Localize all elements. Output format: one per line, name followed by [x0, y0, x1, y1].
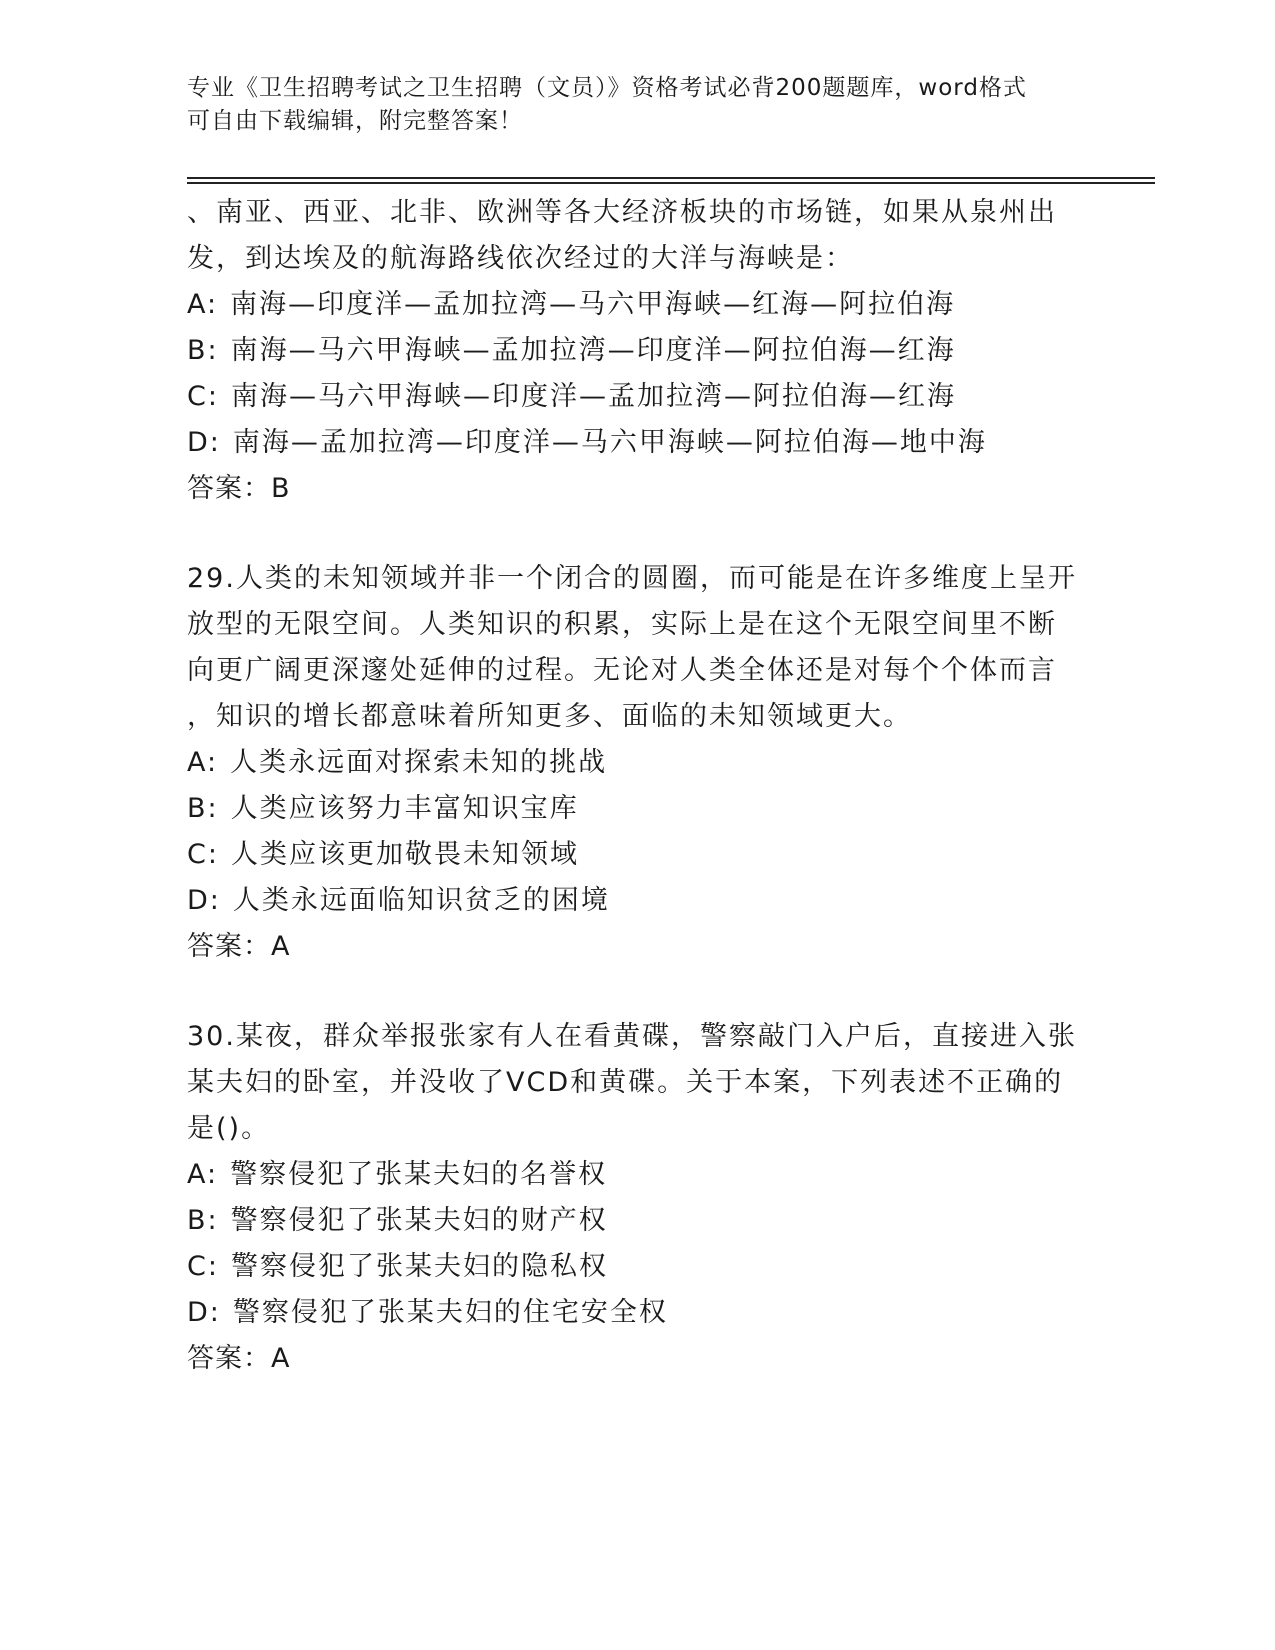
question-text-line: 是()。: [187, 1113, 271, 1144]
document-header: [187, 72, 1087, 138]
option-label: C:: [187, 839, 219, 870]
option-d: [187, 878, 1087, 924]
question-30: [187, 1014, 1087, 1382]
question-text-line: ，知识的增长都意味着所知更多、面临的未知领域更大。: [187, 701, 912, 732]
header-title-line-2: 可自由下载编辑，附完整答案！: [187, 108, 523, 134]
option-text: 人类应该努力丰富知识宝库: [230, 793, 579, 824]
option-c: [187, 374, 1087, 420]
question-text-line: 30.某夜，群众举报张家有人在看黄碟，警察敲门入户后，直接进入张: [187, 1021, 1077, 1052]
option-text: 南海—马六甲海峡—印度洋—孟加拉湾—阿拉伯海—红海: [230, 381, 956, 412]
option-a: [187, 1152, 1087, 1198]
option-label: B:: [187, 793, 219, 824]
option-b: [187, 328, 1087, 374]
option-a: [187, 282, 1087, 328]
option-label: C:: [187, 381, 219, 412]
question-spacer: [187, 970, 1087, 1014]
question-spacer: [187, 512, 1087, 556]
option-text: 警察侵犯了张某夫妇的住宅安全权: [232, 1297, 668, 1328]
option-label: C:: [187, 1251, 219, 1282]
question-text-line: 发，到达埃及的航海路线依次经过的大洋与海峡是：: [187, 243, 854, 274]
answer-line: 答案：A: [187, 931, 291, 962]
question-text-line: 某夫妇的卧室，并没收了VCD和黄碟。关于本案，下列表述不正确的: [187, 1067, 1064, 1098]
option-label: D:: [187, 885, 221, 916]
option-d: [187, 420, 1087, 466]
option-label: D:: [187, 427, 221, 458]
option-c: [187, 832, 1087, 878]
option-label: D:: [187, 1297, 221, 1328]
question-text-line: 29.人类的未知领域并非一个闭合的圆圈，而可能是在许多维度上呈开: [187, 563, 1077, 594]
answer-line: 答案：B: [187, 473, 291, 504]
header-title-line-1: 专业《卫生招聘考试之卫生招聘（文员）》资格考试必背200题题库，word格式: [187, 75, 1027, 101]
option-text: 警察侵犯了张某夫妇的名誉权: [230, 1159, 608, 1190]
answer-line: 答案：A: [187, 1343, 291, 1374]
option-label: B:: [187, 1205, 219, 1236]
option-d: [187, 1290, 1087, 1336]
option-a: [187, 740, 1087, 786]
question-29: [187, 556, 1087, 970]
header-divider-top: [187, 177, 1155, 179]
option-b: [187, 786, 1087, 832]
option-label: B:: [187, 335, 219, 366]
option-text: 南海—孟加拉湾—印度洋—马六甲海峡—阿拉伯海—地中海: [232, 427, 987, 458]
question-list: [187, 190, 1087, 1382]
option-b: [187, 1198, 1087, 1244]
option-text: 警察侵犯了张某夫妇的财产权: [230, 1205, 608, 1236]
option-text: 人类永远面对探索未知的挑战: [230, 747, 608, 778]
option-text: 警察侵犯了张某夫妇的隐私权: [230, 1251, 608, 1282]
header-divider-bottom: [187, 182, 1155, 184]
option-c: [187, 1244, 1087, 1290]
question-28: [187, 190, 1087, 512]
question-text-line: 、南亚、西亚、北非、欧洲等各大经济板块的市场链，如果从泉州出: [187, 197, 1057, 228]
question-text-line: 放型的无限空间。人类知识的积累，实际上是在这个无限空间里不断: [187, 609, 1057, 640]
option-label: A:: [187, 289, 219, 320]
option-text: 南海—马六甲海峡—孟加拉湾—印度洋—阿拉伯海—红海: [230, 335, 956, 366]
option-text: 南海—印度洋—孟加拉湾—马六甲海峡—红海—阿拉伯海: [230, 289, 956, 320]
option-text: 人类应该更加敬畏未知领域: [230, 839, 579, 870]
option-label: A:: [187, 747, 219, 778]
question-text-line: 向更广阔更深邃处延伸的过程。无论对人类全体还是对每个个体而言: [187, 655, 1057, 686]
option-label: A:: [187, 1159, 219, 1190]
option-text: 人类永远面临知识贫乏的困境: [232, 885, 610, 916]
